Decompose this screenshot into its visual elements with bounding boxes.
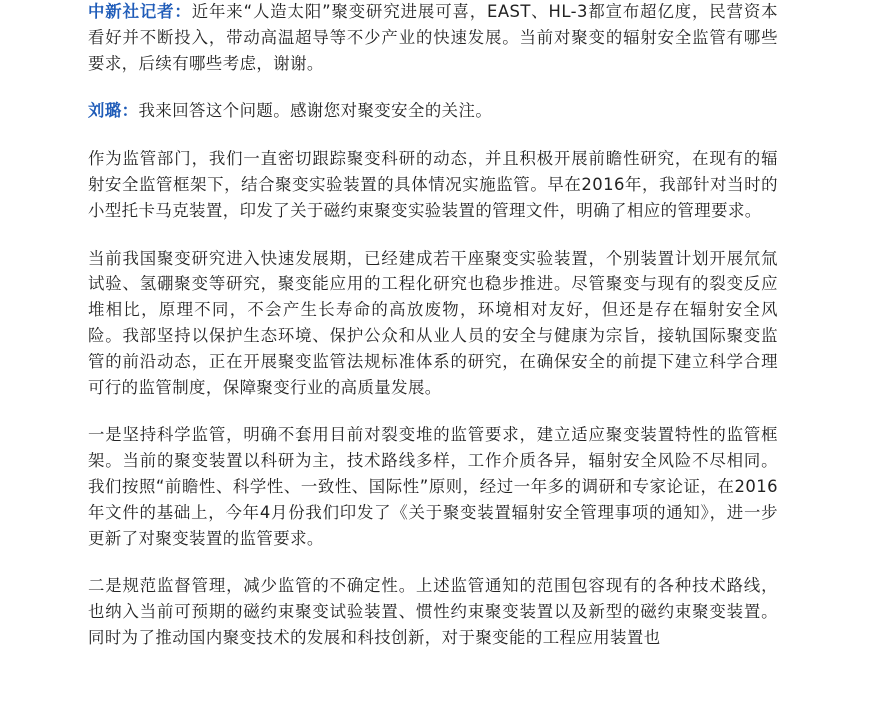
paragraph-point-two (88, 573, 778, 650)
article-body (88, 0, 778, 673)
speaker-label: 中新社记者： (88, 2, 192, 21)
paragraph-text: 一是坚持科学监管，明确不套用目前对裂变堆的监管要求，建立适应聚变装置特性的监管框架。当前的聚变装置以科研为主，技术路线多样，工作介质各异，辐射安全风险不尽相同。我们按照“前瞻性、科学性、一致性、国际性”原则，经过一年多的调研和专家论证，在2016年文件的基础上，今年4月份我们印发了《关于聚变装置辐射安全管理事项的通知》，进一步更新了对聚变装置的监管要求。 (88, 425, 778, 548)
paragraph-text: 二是规范监督管理，减少监管的不确定性。上述监管通知的范围包容现有的各种技术路线，也纳入当前可预期的磁约束聚变试验装置、惯性约束聚变装置以及新型的磁约束聚变装置。同时为了推动国内聚变技术的发展和科技创新，对于聚变能的工程应用装置也 (88, 576, 778, 647)
paragraph-reporter-question (88, 0, 778, 76)
paragraph-current-status (88, 246, 778, 401)
paragraph-text: 我来回答这个问题。感谢您对聚变安全的关注。 (138, 101, 493, 121)
paragraph-point-one (88, 422, 778, 551)
speaker-label: 刘璐： (88, 101, 139, 121)
paragraph-text: 作为监管部门，我们一直密切跟踪聚变科研的动态，并且积极开展前瞻性研究，在现有的辐射安全监管框架下，结合聚变实验装置的具体情况实施监管。早在2016年，我部针对当时的小型托卡马克装置，印发了关于磁约束聚变实验装置的管理文件，明确了相应的管理要求。 (88, 149, 778, 220)
paragraph-answer-intro (88, 98, 778, 124)
paragraph-regulatory-background (88, 146, 778, 223)
paragraph-text: 近年来“人造太阳”聚变研究进展可喜，EAST、HL-3都宣布超亿度，民营资本看好并不断投入，带动高温超导等不少产业的快速发展。当前对聚变的辐射安全监管有哪些要求，后续有哪些考虑，谢谢。 (88, 2, 779, 73)
paragraph-text: 当前我国聚变研究进入快速发展期，已经建成若干座聚变实验装置，个别装置计划开展氘氚试验、氢硼聚变等研究，聚变能应用的工程化研究也稳步推进。尽管聚变与现有的裂变反应堆相比，原理不同，不会产生长寿命的高放废物，环境相对友好，但还是存在辐射安全风险。我部坚持以保护生态环境、保护公众和从业人员的安全与健康为宗旨，接轨国际聚变监管的前沿动态，正在开展聚变监管法规标准体系的研究，在确保安全的前提下建立科学合理可行的监管制度，保障聚变行业的高质量发展。 (88, 248, 778, 397)
